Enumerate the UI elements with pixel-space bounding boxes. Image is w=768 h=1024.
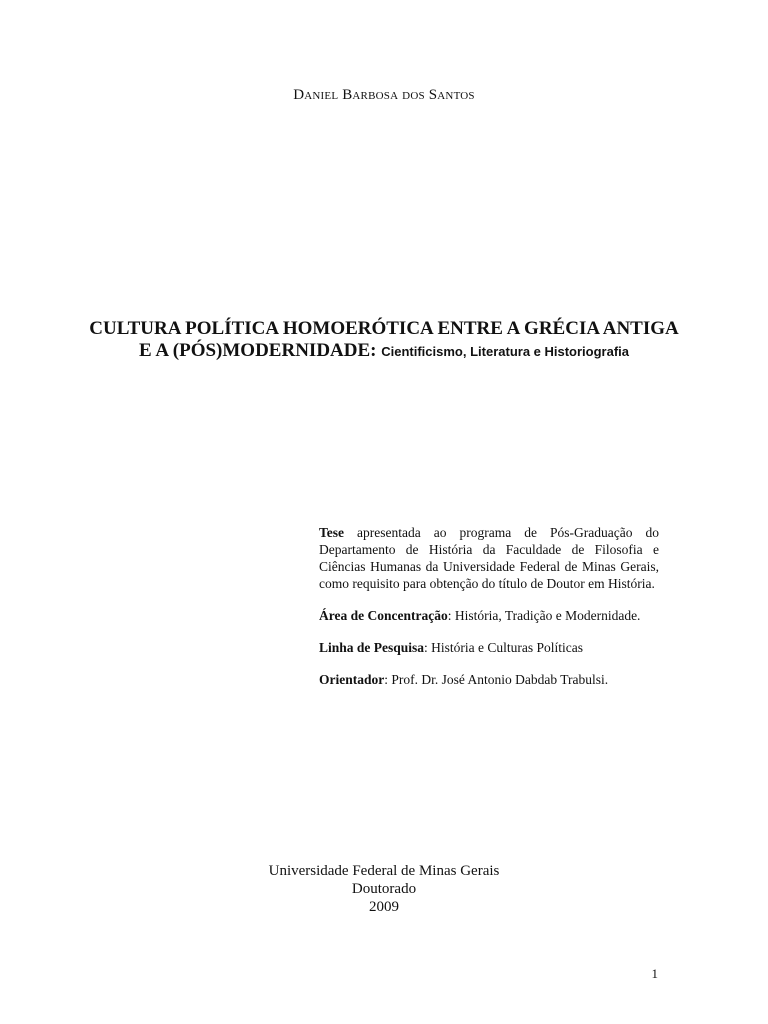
research-line-label: Linha de Pesquisa (319, 640, 425, 655)
advisor-label: Orientador (319, 672, 385, 687)
area-text: : História, Tradição e Modernidade. (447, 608, 641, 623)
thesis-statement (319, 524, 659, 592)
thesis-description (319, 524, 659, 703)
thesis-text: apresentada ao programa de Pós-Graduação do Departamento de História da Faculdade de Filosofia e Ciências Humanas da Universidade Federal de Minas Gerais, como requisito para obtenção do título de Doutor em História. (319, 525, 659, 591)
title-line-2 (0, 340, 768, 363)
thesis-subtitle: Cientificismo, Literatura e Historiografia (381, 344, 630, 359)
page-number: 1 (651, 966, 658, 981)
title-line-2-main: E A (PÓS)MODERNIDADE (138, 340, 371, 361)
institution-block (0, 862, 768, 916)
concentration-area (319, 607, 659, 624)
thesis-label: Tese (319, 525, 345, 540)
advisor-text: : Prof. Dr. José Antonio Dabdab Trabulsi. (384, 672, 609, 687)
author-name: Daniel Barbosa dos Santos (293, 87, 475, 103)
advisor (319, 671, 659, 688)
title-colon: : (370, 340, 382, 361)
degree-name: Doutorado (351, 881, 417, 897)
research-line (319, 639, 659, 656)
research-line-text: : História e Culturas Políticas (424, 640, 584, 655)
area-label: Área de Concentração (319, 608, 448, 623)
title-line-1: CULTURA POLÍTICA HOMOERÓTICA ENTRE A GRÉCIA ANTIGA (89, 318, 679, 339)
year: 2009 (369, 899, 399, 915)
university-name: Universidade Federal de Minas Gerais (268, 863, 500, 879)
thesis-title (0, 318, 768, 363)
